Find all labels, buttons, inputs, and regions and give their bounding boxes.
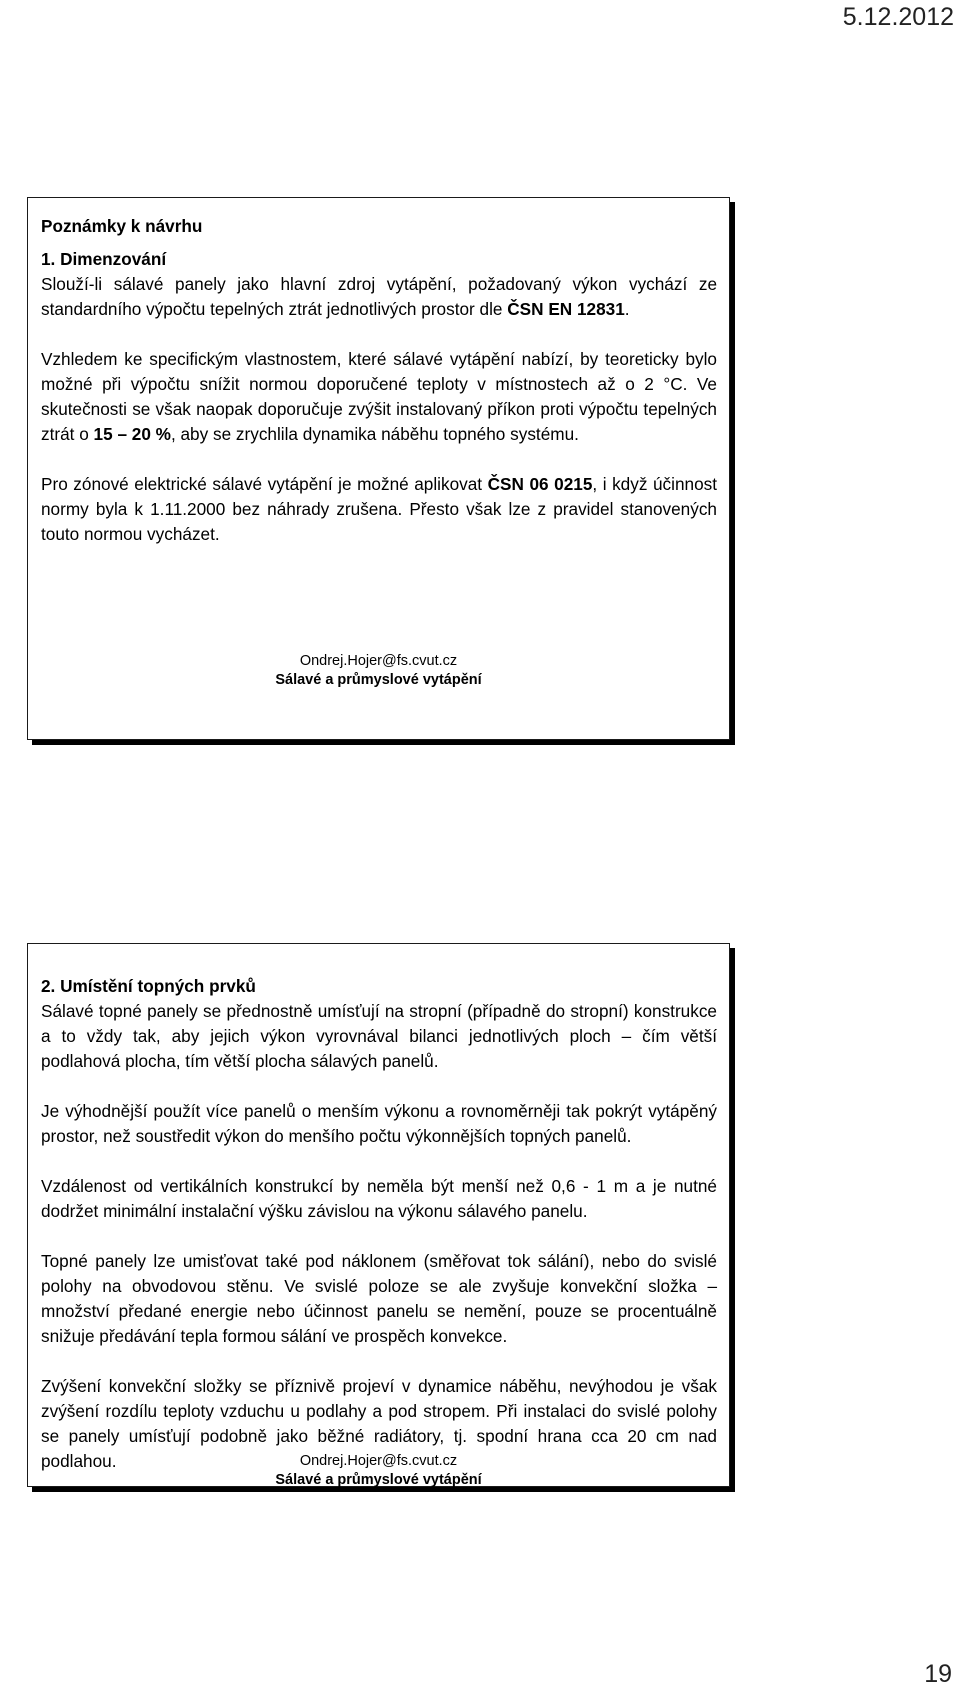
paragraph-umisteni-2: Je výhodnější použít více panelů o menším výkonu a rovnoměrněji tak pokrýt vytápěný prostor, než soustředit výkon do menšího počtu výkonnějších topných panelů. xyxy=(41,1101,717,1146)
paragraph-text: Pro zónové elektrické sálavé vytápění je možné aplikovat xyxy=(41,474,488,494)
paragraph-text: Slouží-li sálavé panely jako hlavní zdroj vytápění, požadovaný výkon vychází ze standardního výpočtu tepelných ztrát jednotlivých prostor dle xyxy=(41,274,717,319)
paragraph-text: Vzhledem ke specifickým vlastnostem, které sálavé vytápění nabízí, by teoreticky bylo možné při výpočtu snížit normou doporučené teploty v místnostech až o 2 °C. Ve skutečnosti se však naopak doporučuje zvýšit instalovaný příkon proti výpočtu tepelných ztrát o xyxy=(41,349,717,444)
paragraph-umisteni-1: Sálavé topné panely se přednostně umísťují na stropní (případně do stropní) konstrukce a to vždy tak, aby jejich výkon vyrovnával bilanci jednotlivých ploch – čím větší podlahová plocha, tím větší plocha sálavých panelů. xyxy=(41,1001,717,1071)
bold-percentage: 15 – 20 % xyxy=(93,424,171,444)
slide-1 xyxy=(27,197,730,740)
footer-email: Ondrej.Hojer@fs.cvut.cz xyxy=(299,653,458,669)
footer-course-title: Sálavé a průmyslové vytápění xyxy=(275,672,482,688)
slide-1-footer xyxy=(28,652,729,690)
slide-title: Poznámky k návrhu xyxy=(41,216,203,236)
paragraph-dimenzovani-3 xyxy=(41,472,717,547)
paragraph-umisteni-4: Topné panely lze umisťovat také pod náklonem (směřovat tok sálání), nebo do svislé polohy na obvodovou stěnu. Ve svislé poloze se ale zvyšuje konvekční složka – množství předané energie nebo účinnost panelu se nemění, pouze se procentuálně snižuje předávání tepla formou sálání ve prospěch konvekce. xyxy=(41,1251,717,1346)
slide-2-footer xyxy=(28,1452,729,1490)
paragraph-umisteni-5: Zvýšení konvekční složky se příznivě projeví v dynamice náběhu, nevýhodou je však zvýšení rozdílu teploty vzduchu u podlahy a pod stropem. Při instalaci do svislé polohy se panely umísťují podobně jako běžné radiátory, tj. spodní hrana cca 20 cm nad podlahou. xyxy=(41,1376,717,1471)
page-number: 19 xyxy=(924,1660,952,1688)
header-date: 5.12.2012 xyxy=(842,3,954,31)
paragraph-dimenzovani-1 xyxy=(41,272,717,322)
slide-2-content xyxy=(41,974,717,1474)
section-heading-dimenzovani: 1. Dimenzování xyxy=(41,249,167,269)
paragraph-text: , aby se zrychlila dynamika náběhu topného systému. xyxy=(170,424,579,444)
norm-reference: ČSN EN 12831 xyxy=(507,299,625,319)
paragraph-umisteni-3: Vzdálenost od vertikálních konstrukcí by neměla být menší než 0,6 - 1 m a je nutné dodržet minimální instalační výšku závislou na výkonu sálavého panelu. xyxy=(41,1176,717,1221)
slide-2 xyxy=(27,943,730,1487)
paragraph-text: , i když účinnost normy byla k 1.11.2000 bez náhrady zrušena. Přesto však lze z pravidel stanovených touto normou vycházet. xyxy=(41,474,717,544)
footer-course-title: Sálavé a průmyslové vytápění xyxy=(275,1472,482,1488)
norm-reference: ČSN 06 0215 xyxy=(487,474,593,494)
footer-email: Ondrej.Hojer@fs.cvut.cz xyxy=(299,1453,458,1469)
slide-1-content xyxy=(41,214,717,547)
paragraph-text: . xyxy=(624,299,630,319)
section-heading-umisteni: 2. Umístění topných prvků xyxy=(41,976,256,996)
paragraph-dimenzovani-2 xyxy=(41,347,717,447)
